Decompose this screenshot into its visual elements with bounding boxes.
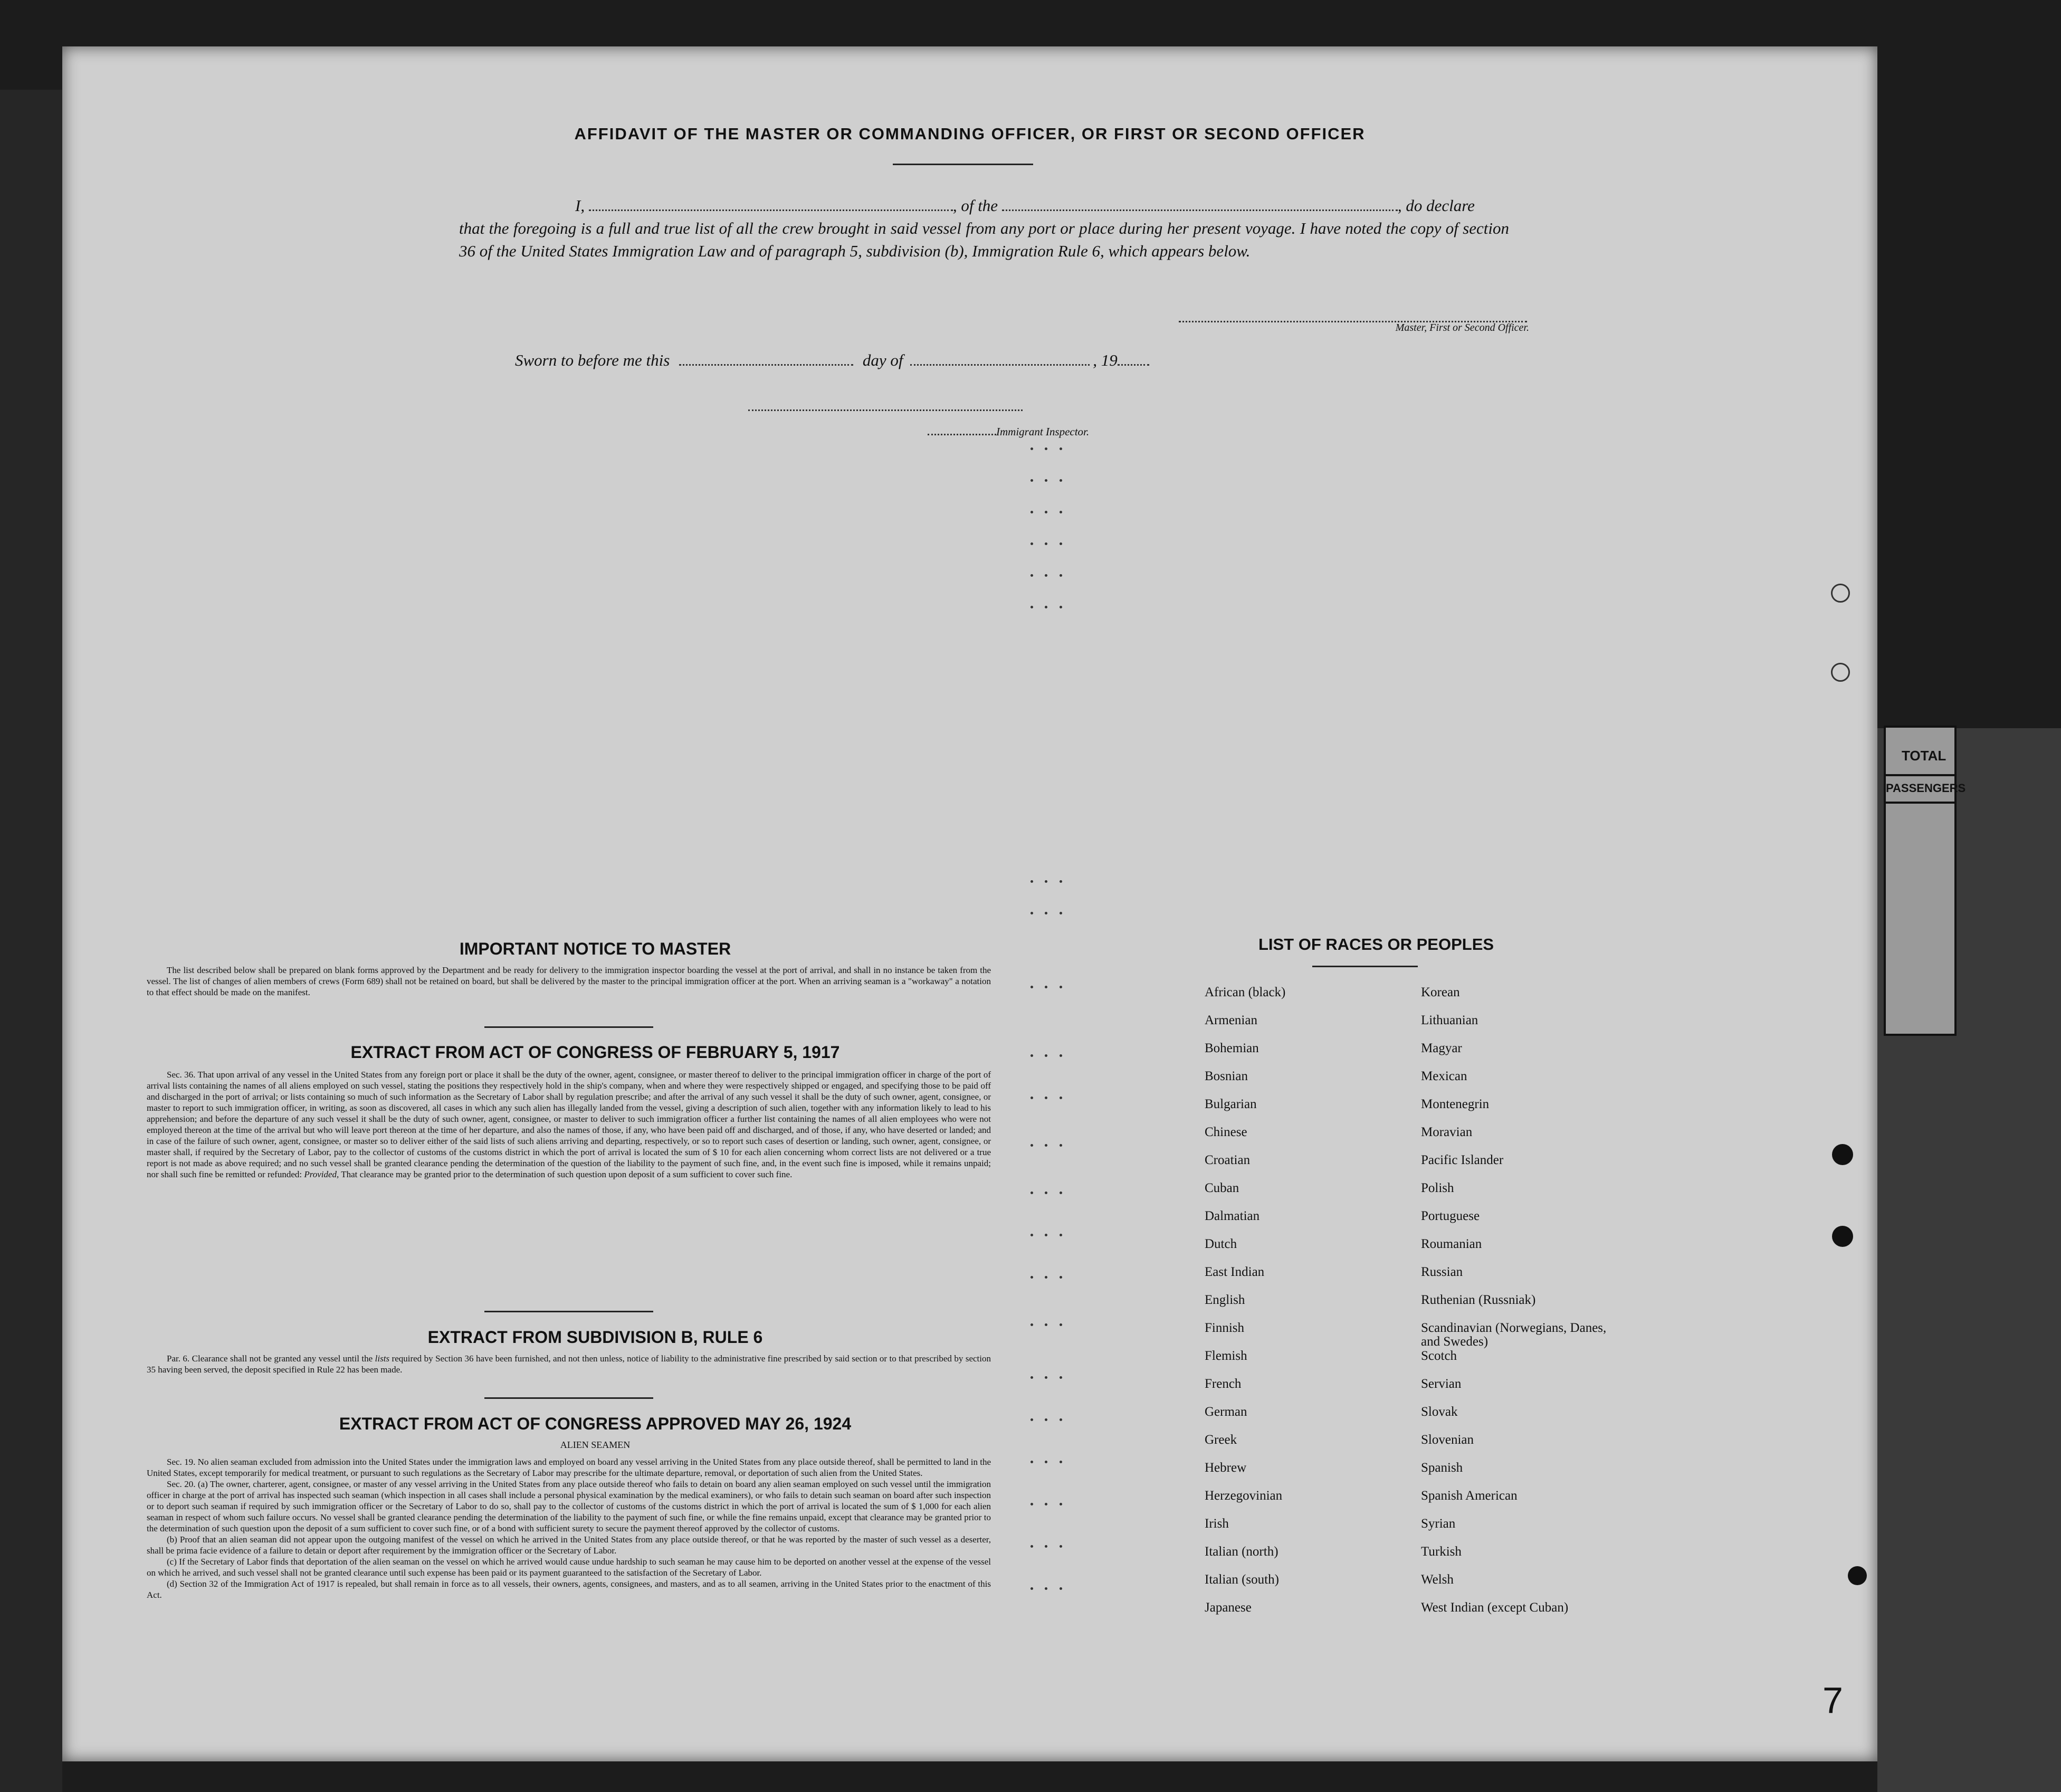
tab-label-passengers: PASSENGERS (1886, 781, 1966, 795)
race-left-item: Italian (south) (1205, 1572, 1279, 1587)
sworn-prefix: Sworn to before me this (515, 351, 670, 369)
vessel-name-field[interactable] (1002, 209, 1398, 211)
race-left-item: Dalmatian (1205, 1209, 1260, 1223)
race-left-item: Finnish (1205, 1321, 1245, 1335)
dot-marker (1030, 1054, 1033, 1057)
act1917-text: Sec. 36. That upon arrival of any vessel in the United States from any foreign port or place it shall be the duty of the owner, agent, consignee, or master thereof to deliver to the principal immigration officer in charge of the port of arrival lists containing the names of all aliens employed on such vessel, stating the positions they respectively hold in the ship's company, when and where they were respectively shipped or engaged, and specifying those to be paid off and discharged in the port of arrival; or lists containing so much of such information as the Secretary of Labor shall by regulation prescribe; and after the arrival of any such vessel it shall be the duty of such owner, agent, consignee, or master to report to such immigration officer, in writing, as soon as discovered, all cases in which any such alien has illegally landed from the vessel, giving a description of such alien, together with any information likely to lead to his apprehension; and before the departure of any such vessel it shall be the duty of such owner, agent, consignee, or master to deliver to such immigration officer a further list containing the names of all alien employees who were not employed thereon at the time of the arrival but who will leave port thereon at the time of her departure, and also the names of those, if any, who have been paid off and discharged, and of those, if any, who have deserted or landed; and in case of the failure of such owner, agent, consignee, or master so to deliver either of the said lists of such aliens arriving and departing, respectively, or so to report such cases of desertion or landing, such owner, agent, consignee, or master shall, if required by the Secretary of Labor, pay to the collector of customs of the customs district in which the port of arrival is located the sum of $ 10 for each alien concerning whom correct lists are not delivered or a true report is not made as above required; and no such vessel shall be granted clearance pending the determination of the question of the liability to the payment of such fine, and, in the event such fine is imposed, while it remains unpaid; nor shall such fine be remitted or refunded: (147, 1070, 991, 1179)
dot-marker (1060, 1323, 1062, 1326)
inspector-label-text: Immigrant Inspector. (996, 425, 1090, 438)
inspector-label (928, 425, 1089, 439)
race-right-item: Slovak (1421, 1405, 1458, 1419)
race-right-item: Slovenian (1421, 1433, 1474, 1447)
title-rule (893, 164, 1033, 165)
race-left-item: Bulgarian (1205, 1097, 1257, 1111)
act1917-body (147, 1069, 991, 1180)
dot-marker (1045, 1192, 1047, 1194)
race-left-item: Japanese (1205, 1600, 1252, 1615)
dot-marker (1030, 1461, 1033, 1463)
race-right-item: Polish (1421, 1181, 1454, 1195)
race-left-item: English (1205, 1293, 1245, 1307)
dot-marker (1060, 1376, 1062, 1379)
race-right-item: Korean (1421, 985, 1460, 999)
dot-marker (1060, 479, 1062, 482)
dot-marker (1045, 1545, 1047, 1548)
act1924-body (147, 1456, 991, 1600)
dot-marker (1045, 1418, 1047, 1421)
dot-marker (1030, 1323, 1033, 1326)
dot-marker (1030, 542, 1033, 545)
rule6-lists: lists (375, 1353, 390, 1364)
race-left-item: Flemish (1205, 1349, 1247, 1363)
officer-name-field[interactable] (589, 209, 953, 211)
race-right-item: Spanish (1421, 1461, 1463, 1475)
race-right-item: Montenegrin (1421, 1097, 1490, 1111)
act1917-title: EXTRACT FROM ACT OF CONGRESS OF FEBRUARY 5, 1917 (350, 1043, 840, 1062)
race-left-item: African (black) (1205, 985, 1286, 999)
race-left-item: Croatian (1205, 1153, 1251, 1167)
race-right-item: Roumanian (1421, 1237, 1482, 1251)
dot-marker (1045, 986, 1047, 988)
act1924-sec20d: (d) Section 32 of the Immigration Act of 1917 is repealed, but shall remain in force as to all vessels, their owners, agents, consignees, and masters, and as to all seamen, arriving in the United States prior to the enactment of this Act. (147, 1579, 991, 1600)
punch-hole (1848, 1566, 1867, 1585)
dot-marker (1060, 1144, 1062, 1147)
race-left-item: Hebrew (1205, 1461, 1247, 1475)
dot-marker (1045, 606, 1047, 608)
dot-marker (1060, 1192, 1062, 1194)
act1924-subtitle: ALIEN SEAMEN (560, 1440, 631, 1450)
dot-marker (1045, 447, 1047, 450)
dot-marker (1045, 1144, 1047, 1147)
dot-marker (1060, 1418, 1062, 1421)
race-left-item: German (1205, 1405, 1247, 1419)
dot-marker (1030, 880, 1033, 883)
inspector-signature-field[interactable] (748, 409, 1023, 411)
race-left-item: Bohemian (1205, 1041, 1259, 1055)
punch-hole-outline (1831, 663, 1850, 682)
dot-marker (1060, 574, 1062, 577)
rule6-rule (484, 1397, 653, 1399)
act1924-sec20b: (b) Proof that an alien seaman did not appear upon the outgoing manifest of the vessel on which he arrived in the United States from any place outside thereof, or that he was reported by the master of such vessel as a deserter, shall be prima facie evidence of a failure to detain or deport after requirement by the immigration officer or the Secretary of Labor. (147, 1534, 991, 1556)
race-right-item: Mexican (1421, 1069, 1467, 1083)
dot-marker (1030, 912, 1033, 914)
race-left-item: Armenian (1205, 1013, 1257, 1027)
margin-mark: 7 (1823, 1680, 1843, 1721)
punch-hole-outline (1831, 584, 1850, 603)
dot-marker (1060, 542, 1062, 545)
race-right-item: Scandinavian (Norwegians, Danes, and Swedes) (1421, 1321, 1607, 1349)
affidavit-i-label: I, (575, 196, 585, 215)
dot-marker (1060, 880, 1062, 883)
dot-marker (1060, 1276, 1062, 1279)
race-right-item: Lithuanian (1421, 1013, 1478, 1027)
sworn-year-prefix: , 19 (1093, 351, 1118, 369)
race-left-item: Dutch (1205, 1237, 1237, 1251)
notice-title: IMPORTANT NOTICE TO MASTER (459, 939, 731, 958)
dot-marker (1030, 511, 1033, 513)
dot-marker (1045, 511, 1047, 513)
dot-marker (1030, 1587, 1033, 1590)
rule6-text-end: required by Section 36 have been furnished, and not then unless, notice of liability to the administrative fine prescribed by said section or to that prescribed by section 35 having been served, the deposit specified in Rule 22 has been made. (147, 1353, 991, 1375)
races-rule (1312, 966, 1418, 967)
dot-marker (1060, 511, 1062, 513)
race-left-item: Bosnian (1205, 1069, 1248, 1083)
dot-marker (1060, 1545, 1062, 1548)
dot-marker (1045, 912, 1047, 914)
race-right-item: Moravian (1421, 1125, 1473, 1139)
race-left-item: East Indian (1205, 1265, 1265, 1279)
race-right-item: Scotch (1421, 1349, 1457, 1363)
affidavit-declaration-text: that the foregoing is a full and true list of all the crew brought in said vessel from any port or place during her present voyage. I have noted the copy of section 36 of the United States Immigration Law and of paragraph 5, subdivision (b), Immigration Rule 6, which appears below. (459, 219, 1509, 260)
races-title: LIST OF RACES OR PEOPLES (1258, 935, 1494, 954)
dot-marker (1060, 1503, 1062, 1505)
dot-marker (1030, 1376, 1033, 1379)
punch-hole (1832, 1144, 1853, 1165)
race-left-item: Cuban (1205, 1181, 1239, 1195)
folded-tab (1884, 726, 1966, 1036)
dot-marker (1045, 542, 1047, 545)
dot-marker (1030, 1192, 1033, 1194)
dot-marker (1045, 479, 1047, 482)
race-right-item: Turkish (1421, 1545, 1462, 1559)
dot-marker (1045, 880, 1047, 883)
dot-marker (1045, 1097, 1047, 1099)
race-right-item: Pacific Islander (1421, 1153, 1504, 1167)
dot-marker (1060, 986, 1062, 988)
rule6-text: Par. 6. Clearance shall not be granted any vessel until the (167, 1353, 373, 1364)
affidavit-of-the: , of the (952, 196, 998, 215)
dot-marker (1030, 1097, 1033, 1099)
dot-marker (1060, 1097, 1062, 1099)
rule6-body (147, 1353, 991, 1375)
dot-marker (1030, 479, 1033, 482)
dot-marker (1060, 912, 1062, 914)
race-right-item: Portuguese (1421, 1209, 1480, 1223)
dot-marker (1045, 1503, 1047, 1505)
dot-marker (1030, 1276, 1033, 1279)
act1924-title: EXTRACT FROM ACT OF CONGRESS APPROVED MAY 26, 1924 (339, 1414, 852, 1433)
dot-marker (1045, 1276, 1047, 1279)
dot-marker (1045, 1376, 1047, 1379)
act1924-sec20a: Sec. 20. (a) The owner, charterer, agent, consignee, or master of any vessel arriving in the United States from any place outside thereof who fails to detain on board any alien seaman employed on such vessel until the immigration officer in charge at the port of arrival has inspected such seaman (which inspection in all cases shall include a personal physical examination by the medical examiners), or who fails to detain such seaman on board after such inspection or to deport such seaman if required by such immigration officer or the Secretary of Labor to do so, shall pay to the collector of customs of the customs district in which the port of arrival is located the sum of $ 1,000 for each alien seaman in respect of whom such failure occurs. No vessel shall be granted clearance pending the determination of the liability to the payment of such fine, or while the fine remains unpaid, except that clearance may be granted prior to the determination of such question upon the deposit of a sum sufficient to cover such fine, or of a bond with sufficient surety to secure the payment thereof approved by the collector of customs. (147, 1479, 991, 1533)
dot-marker (1030, 447, 1033, 450)
dot-marker (1060, 606, 1062, 608)
dot-marker (1030, 1545, 1033, 1548)
affidavit-title: AFFIDAVIT OF THE MASTER OR COMMANDING OFFICER, OR FIRST OR SECOND OFFICER (574, 125, 1366, 143)
race-left-item: Italian (north) (1205, 1545, 1278, 1559)
dot-marker (1030, 1144, 1033, 1147)
sworn-month-field[interactable] (910, 364, 1090, 366)
race-left-item: French (1205, 1377, 1242, 1391)
rule6-title: EXTRACT FROM SUBDIVISION B, RULE 6 (427, 1328, 763, 1347)
sworn-line (515, 351, 1149, 370)
race-right-item: Servian (1421, 1377, 1462, 1391)
race-right-item: Ruthenian (Russniak) (1421, 1293, 1536, 1307)
act1917-text-end: That clearance may be granted prior to the determination of such question upon deposit of a sum sufficient to cover such fine. (341, 1169, 793, 1179)
race-left-item: Herzegovinian (1205, 1489, 1283, 1503)
act1924-sec19: Sec. 19. No alien seaman excluded from admission into the United States under the immigration laws and employed on board any vessel arriving in the United States from any place outside thereof, shall be permitted to land in the United States, except temporarily for medical treatment, or pursuant to such regulations as the Secretary of Labor may prescribe for the ultimate departure, removal, or deportation of such alien from the United States. (147, 1457, 991, 1478)
act1917-provided: Provided, (304, 1169, 339, 1179)
affidavit-body (459, 194, 1509, 262)
dot-marker (1030, 574, 1033, 577)
dot-marker (1060, 1461, 1062, 1463)
dot-marker (1030, 986, 1033, 988)
dot-marker (1045, 1323, 1047, 1326)
dot-marker (1045, 1234, 1047, 1236)
tab-label-total: TOTAL (1902, 748, 1946, 764)
dot-marker (1060, 1234, 1062, 1236)
dot-marker (1045, 1461, 1047, 1463)
dot-marker (1060, 1587, 1062, 1590)
dot-marker (1045, 1054, 1047, 1057)
dot-marker (1060, 447, 1062, 450)
sworn-day-field[interactable] (679, 364, 853, 366)
dot-marker (1030, 1418, 1033, 1421)
dot-marker (1045, 574, 1047, 577)
punch-hole (1832, 1226, 1853, 1247)
affidavit-do-declare: , do declare (1397, 196, 1475, 215)
race-right-item: Magyar (1421, 1041, 1462, 1055)
scan-left-edge (0, 90, 62, 1792)
dot-marker (1060, 1054, 1062, 1057)
race-right-item: Spanish American (1421, 1489, 1518, 1503)
race-right-item: West Indian (except Cuban) (1421, 1600, 1569, 1615)
race-right-item: Russian (1421, 1265, 1463, 1279)
notice-rule (484, 1026, 653, 1028)
dot-marker (1030, 606, 1033, 608)
dot-marker (1030, 1234, 1033, 1236)
notice-body: The list described below shall be prepared on blank forms approved by the Department and be ready for delivery to the immigration inspector boarding the vessel at the port of arrival, and shall in no instance be taken from the vessel. The list of changes of alien members of crews (Form 689) shall not be retained on board, but shall be delivered by the master to the principal immigration officer at the port. When an arriving seaman is a "workaway" a notation to that effect should be made on the manifest. (147, 965, 991, 997)
dot-marker (1030, 1503, 1033, 1505)
signature-label: Master, First or Second Officer. (1395, 322, 1529, 333)
race-left-item: Greek (1205, 1433, 1237, 1447)
dot-marker (1045, 1587, 1047, 1590)
act1917-rule (484, 1311, 653, 1312)
sworn-year-field[interactable] (1118, 364, 1149, 366)
act1924-sec20c: (c) If the Secretary of Labor finds that deportation of the alien seaman on the vessel on which he arrived would cause undue hardship to such seaman he may cause him to be deported on another vessel at the expense of the vessel on which he arrived, and such vessel shall not be granted clearance until such expense has been paid or its payment guaranteed to the satisfaction of the Secretary of Labor. (147, 1557, 991, 1578)
document-page (62, 46, 1877, 1761)
sworn-day-of: day of (862, 351, 903, 369)
race-left-item: Chinese (1205, 1125, 1247, 1139)
race-right-item: Welsh (1421, 1572, 1454, 1587)
race-right-item: Syrian (1421, 1517, 1456, 1531)
race-left-item: Irish (1205, 1517, 1229, 1531)
